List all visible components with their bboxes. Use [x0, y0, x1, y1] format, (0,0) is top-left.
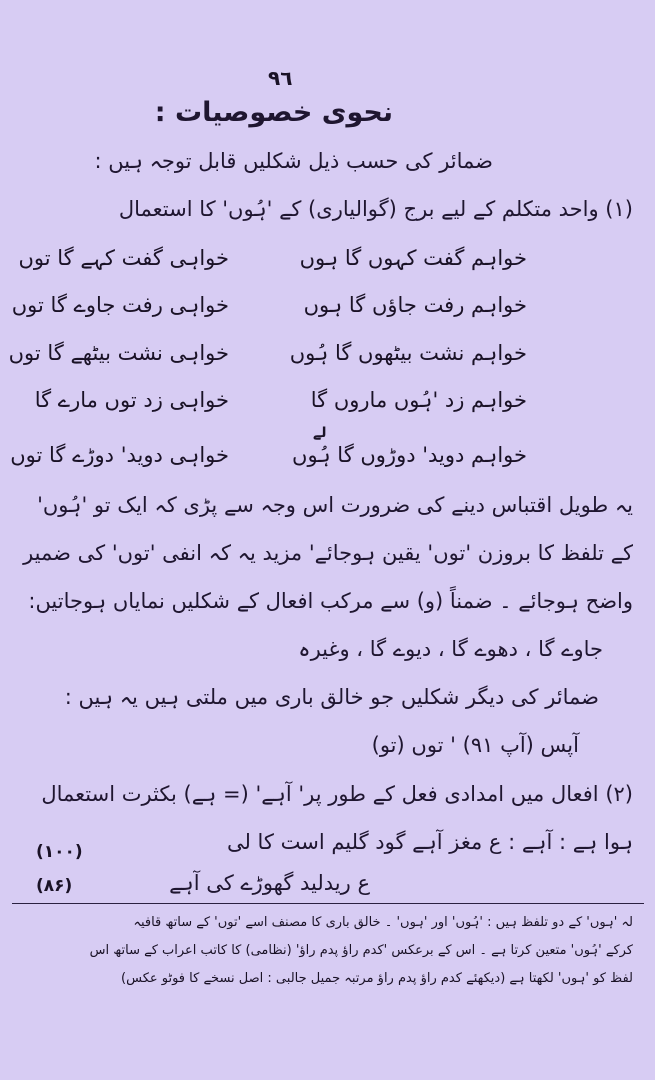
verse-left-2: خواہی رفت جاوے گا توں [11, 293, 229, 317]
para-2-line: ضمائر کی دیگر شکلیں جو خالق باری میں ملتی ہیں یہ ہیں : [64, 685, 599, 709]
verse-right-5: خواہم دوید' دوڑوں گا ہُوں [292, 443, 527, 467]
verse-left-5: خواہی دوید' دوڑے گا توں [10, 443, 229, 467]
verse-right-1: خواہم گفت کہوں گا ہوں [299, 246, 527, 270]
page-number: ٩٦ [268, 66, 293, 90]
verse-right-2: خواہم رفت جاؤں گا ہوں [303, 293, 527, 317]
footnote-line-3: لفظ کو 'ہوں' لکھتا ہے (دیکھئے کدم راؤ پدم راؤ مرتبہ جمیل جالبی : اصل نسخے کا فوٹو عکس) [121, 971, 633, 986]
verse-left-1: خواہی گفت کہے گا توں [18, 246, 229, 270]
verse-left-4: خواہی زد توں مارے گا [34, 388, 229, 412]
verse-ref-2: (۸۶) [36, 876, 73, 896]
examples-line: جاوے گا ، دھوے گا ، دیوے گا ، وغیرہ [298, 637, 603, 661]
section-heading: نحوی خصوصیات : [154, 97, 393, 128]
footnote-line-2: کرکے 'ہُوں' متعین کرتا ہے ۔ اس کے برعکس 'کدم راؤ پدم راؤ' (نظامی) کا کاتب اعراب کے ساتھ اس [89, 943, 633, 958]
para-1-line-2: کے تلفظ کا بروزن 'توں' یقین ہوجائے' مزید یہ کہ انفی 'توں' کی ضمیر [23, 541, 633, 565]
forms-line: آپس (آپ ۹۱) ' توں (تو) [371, 733, 579, 757]
item-2-line-1: (۲) افعال میں امدادی فعل کے طور پر' آہے' (= ہے) بکثرت استعمال [41, 782, 633, 806]
para-1-line-1: یہ طویل اقتباس دینے کی ضرورت اس وجہ سے پڑی کہ ایک تو 'ہُوں' [37, 493, 633, 517]
footnote-marker: لے [313, 425, 327, 441]
item-1-line: (۱) واحد متکلم کے لیے برج (گوالیاری) کے 'ہُوں' کا استعمال [118, 197, 633, 221]
verse-2-line: ع ریدلید گھوڑے کی آہے [169, 871, 370, 895]
para-1-line-3: واضح ہوجائے ۔ ضمناً (و) سے مرکب افعال کے شکلیں نمایاں ہوجاتیں: [28, 589, 633, 613]
footnote-line-1: لہ 'ہوں' کے دو تلفظ ہیں : 'ہُوں' اور 'ہوں' ۔ خالق باری کا مصنف اسے 'توں' کے ساتھ قافیہ [133, 915, 633, 930]
verse-ref-1: (۱۰۰) [36, 842, 83, 862]
footnote-divider [12, 903, 644, 904]
item-2-line-2: ہوا ہے : آہے : ع مغز آہے گود گلیم است کا لی [226, 830, 633, 854]
verse-right-3: خواہم نشت بیٹھوں گا ہُوں [289, 341, 527, 365]
intro-line: ضمائر کی حسب ذیل شکلیں قابل توجہ ہیں : [94, 149, 493, 173]
verse-right-4: خواہم زد 'ہُوں ماروں گا [310, 388, 527, 412]
verse-left-3: خواہی نشت بیٹھے گا توں [8, 341, 229, 365]
